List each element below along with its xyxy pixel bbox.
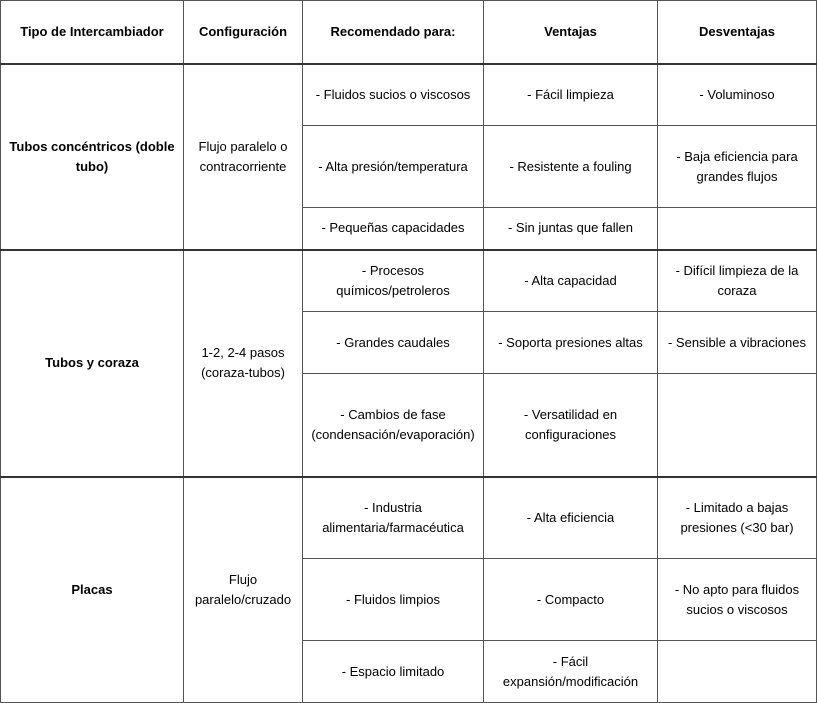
recommended-cell: - Industria alimentaria/farmacéutica: [303, 477, 484, 559]
recommended-cell: - Grandes caudales: [303, 312, 484, 374]
table-row: [1, 64, 817, 126]
disadvantages-cell: - Baja eficiencia para grandes flujos: [658, 126, 817, 208]
header-advantages: Ventajas: [484, 1, 658, 64]
configuration-cell: Flujo paralelo/cruzado: [184, 477, 303, 703]
recommended-cell: - Pequeñas capacidades: [303, 208, 484, 250]
advantages-cell: - Alta eficiencia: [484, 477, 658, 559]
exchanger-type-cell: Placas: [1, 477, 184, 703]
recommended-cell: - Espacio limitado: [303, 641, 484, 703]
recommended-cell: - Fluidos limpios: [303, 559, 484, 641]
recommended-cell: - Procesos químicos/petroleros: [303, 250, 484, 312]
recommended-cell: - Alta presión/temperatura: [303, 126, 484, 208]
exchanger-type-cell: Tubos concéntricos (doble tubo): [1, 64, 184, 250]
table-row: [1, 477, 817, 559]
advantages-cell: - Compacto: [484, 559, 658, 641]
configuration-cell: Flujo paralelo o contracorriente: [184, 64, 303, 250]
advantages-cell: - Fácil limpieza: [484, 64, 658, 126]
table-row: [1, 250, 817, 312]
recommended-cell: - Fluidos sucios o viscosos: [303, 64, 484, 126]
disadvantages-cell: - No apto para fluidos sucios o viscosos: [658, 559, 817, 641]
exchanger-type-cell: Tubos y coraza: [1, 250, 184, 477]
header-recommended: Recomendado para:: [303, 1, 484, 64]
header-type: Tipo de Intercambiador: [1, 1, 184, 64]
disadvantages-cell: - Difícil limpieza de la coraza: [658, 250, 817, 312]
disadvantages-cell: [658, 641, 817, 703]
advantages-cell: - Soporta presiones altas: [484, 312, 658, 374]
advantages-cell: - Sin juntas que fallen: [484, 208, 658, 250]
disadvantages-cell: - Voluminoso: [658, 64, 817, 126]
header-row: [1, 1, 817, 64]
advantages-cell: - Alta capacidad: [484, 250, 658, 312]
disadvantages-cell: - Limitado a bajas presiones (<30 bar): [658, 477, 817, 559]
advantages-cell: - Fácil expansión/modificación: [484, 641, 658, 703]
disadvantages-cell: [658, 208, 817, 250]
advantages-cell: - Resistente a fouling: [484, 126, 658, 208]
disadvantages-cell: - Sensible a vibraciones: [658, 312, 817, 374]
configuration-cell: 1-2, 2-4 pasos (coraza-tubos): [184, 250, 303, 477]
disadvantages-cell: [658, 374, 817, 477]
header-configuration: Configuración: [184, 1, 303, 64]
header-disadvantages: Desventajas: [658, 1, 817, 64]
advantages-cell: - Versatilidad en configuraciones: [484, 374, 658, 477]
recommended-cell: - Cambios de fase (condensación/evaporación): [303, 374, 484, 477]
